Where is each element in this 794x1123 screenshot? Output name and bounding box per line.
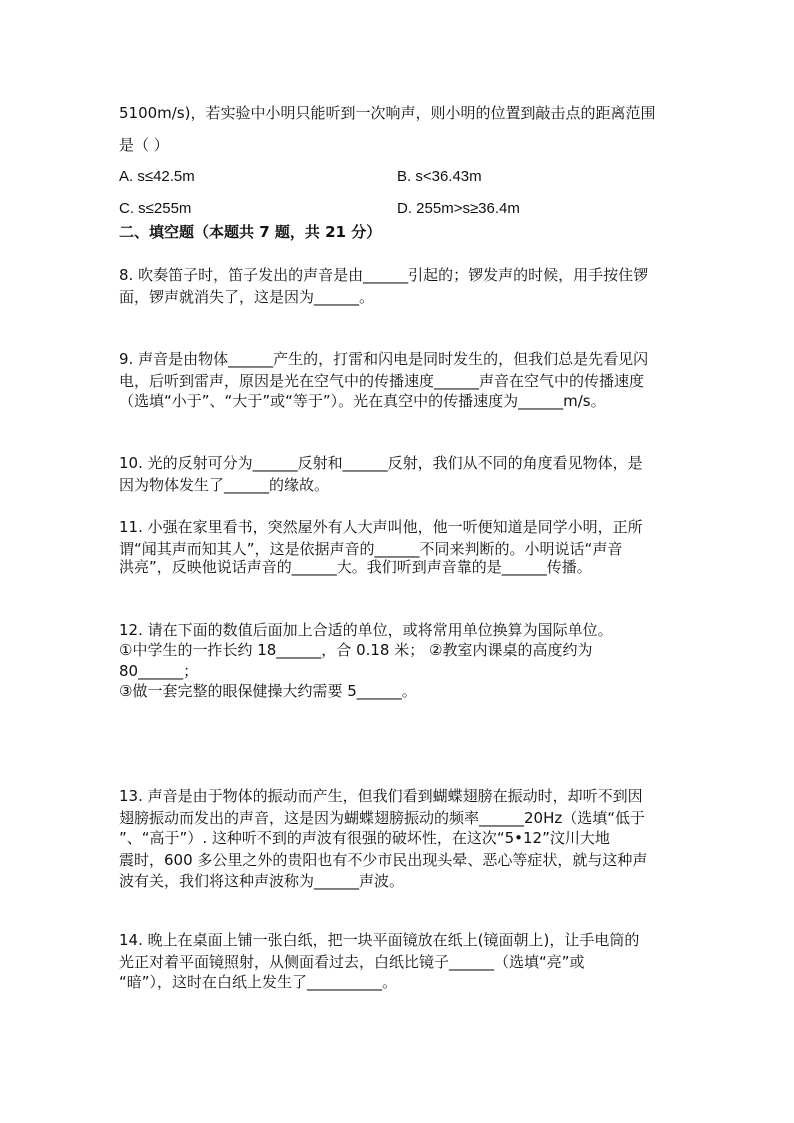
q7-line1: 5100m/s)，若实验中小明只能听到一次响声，则小明的位置到敲击点的距离范围 [119, 104, 656, 122]
q7-line2: 是（ ） [119, 136, 169, 154]
q9-line3: （选填“小于”、“大于”或“等于”）。光在真空中的传播速度为______m/s。 [119, 392, 606, 410]
q11-line1: 11. 小强在家里看书，突然屋外有人大声叫他，他一听便知道是同学小明，正所 [119, 518, 643, 536]
q14-line2: 光正对着平面镜照射，从侧面看过去，白纸比镜子______（选填“亮”或 [119, 953, 585, 971]
q12-line1: 12. 请在下面的数值后面加上合适的单位，或将常用单位换算为国际单位。 [119, 621, 613, 639]
q13-line3: ”、“高于”）. 这种听不到的声波有很强的破坏性，在这次“5•12”汶川大地 [119, 829, 610, 847]
q13-line4: 震时，600 多公里之外的贵阳也有不少市民出现头晕、恶心等症状，就与这种声 [119, 851, 648, 869]
q13-line5: 波有关，我们将这种声波称为______声波。 [119, 872, 405, 890]
q7-option-b: B. s<36.43m [397, 168, 482, 185]
q10-line1: 10. 光的反射可分为______反射和______反射，我们从不同的角度看见物体，是 [119, 454, 643, 472]
q11-line2: 谓“闻其声而知其人”，这是依据声音的______不同来判断的。小明说话“声音 [119, 540, 623, 558]
q10-line2: 因为物体发生了______的缘故。 [119, 476, 330, 494]
q7-option-d: D. 255m>s≥36.4m [397, 200, 520, 217]
q13-line2: 翅膀振动而发出的声音，这是因为蝴蝶翅膀振动的频率______20Hz（选填“低于 [119, 809, 646, 827]
q11-line3: 洪亮”，反映他说话声音的______大。我们听到声音靠的是______传播。 [119, 558, 592, 576]
q7-option-a: A. s≤42.5m [119, 168, 195, 185]
q14-line1: 14. 晚上在桌面上铺一张白纸，把一块平面镜放在纸上(镜面朝上)，让手电筒的 [119, 931, 640, 949]
section-heading: 二、填空题（本题共 7 题，共 21 分） [119, 223, 382, 241]
q9-line2: 电，后听到雷声，原因是光在空气中的传播速度______声音在空气中的传播速度 [119, 372, 645, 390]
q12-line4: ③做一套完整的眼保健操大约需要 5______。 [119, 682, 417, 700]
q13-line1: 13. 声音是由于物体的振动而产生，但我们看到蝴蝶翅膀在振动时，却听不到因 [119, 787, 643, 805]
q9-line1: 9. 声音是由物体______产生的，打雷和闪电是同时发生的，但我们总是先看见闪 [119, 350, 649, 368]
q12-line2: ①中学生的一拃长约 18______，合 0.18 米； ②教室内课桌的高度约为 [119, 641, 593, 659]
q8-line2: 面，锣声就消失了，这是因为______。 [119, 288, 375, 306]
q14-line3: “暗”），这时在白纸上发生了__________。 [119, 973, 398, 991]
q12-line3: 80______； [119, 662, 199, 680]
q7-option-c: C. s≤255m [119, 200, 192, 217]
q8-line1: 8. 吹奏笛子时，笛子发出的声音是由______引起的；锣发声的时候，用手按住锣 [119, 266, 649, 284]
